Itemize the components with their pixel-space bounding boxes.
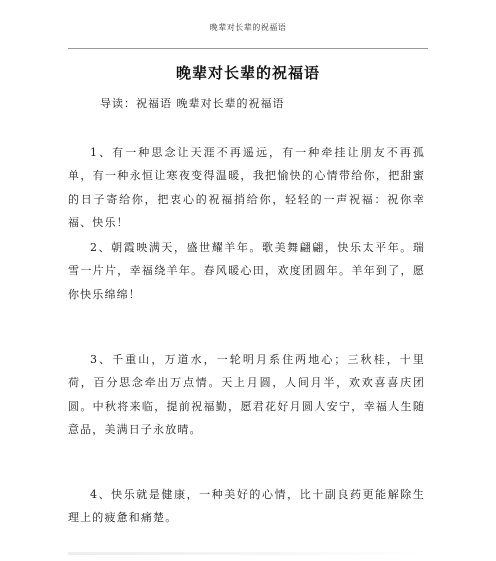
header-divider	[68, 48, 428, 49]
paragraph-3: 3、千重山，万道水，一轮明月系住两地心；三秋桂，十里荷，百分思念牵出万点情。天上月圆，人间月半，欢欢喜喜庆团圆。中秋将来临，提前祝福勤，愿君花好月圆人安宁，幸福人生随意品，美满日子永放晴。	[68, 353, 425, 437]
running-header: 晚辈对长辈的祝福语	[209, 23, 287, 32]
document-title: 晚辈对长辈的祝福语	[175, 64, 320, 82]
paragraph-4: 4、快乐就是健康，一种美好的心情，比十副良药更能解除生理上的疲惫和痛楚。	[68, 488, 425, 525]
paragraph-1: 1、有一种思念让天涯不再遥远，有一种牵挂让朋友不再孤单，有一种永恒让寒夜变得温暖，我把愉快的心情带给你，把甜蜜的日子寄给你，把衷心的祝福捎给你，轻轻的一声祝福：祝你幸福、快乐！	[68, 146, 425, 230]
lead-text: 导读：祝福语 晚辈对长辈的祝福语	[100, 97, 285, 110]
paragraph-2: 2、朝霞映满天，盛世耀羊年。歌美舞翩翩，快乐太平年。瑞雪一片片，幸福绕羊年。春风暖心田，欢度团圆年。羊年到了，愿你快乐绵绵！	[68, 241, 425, 301]
cut-off-text-line	[68, 552, 425, 555]
